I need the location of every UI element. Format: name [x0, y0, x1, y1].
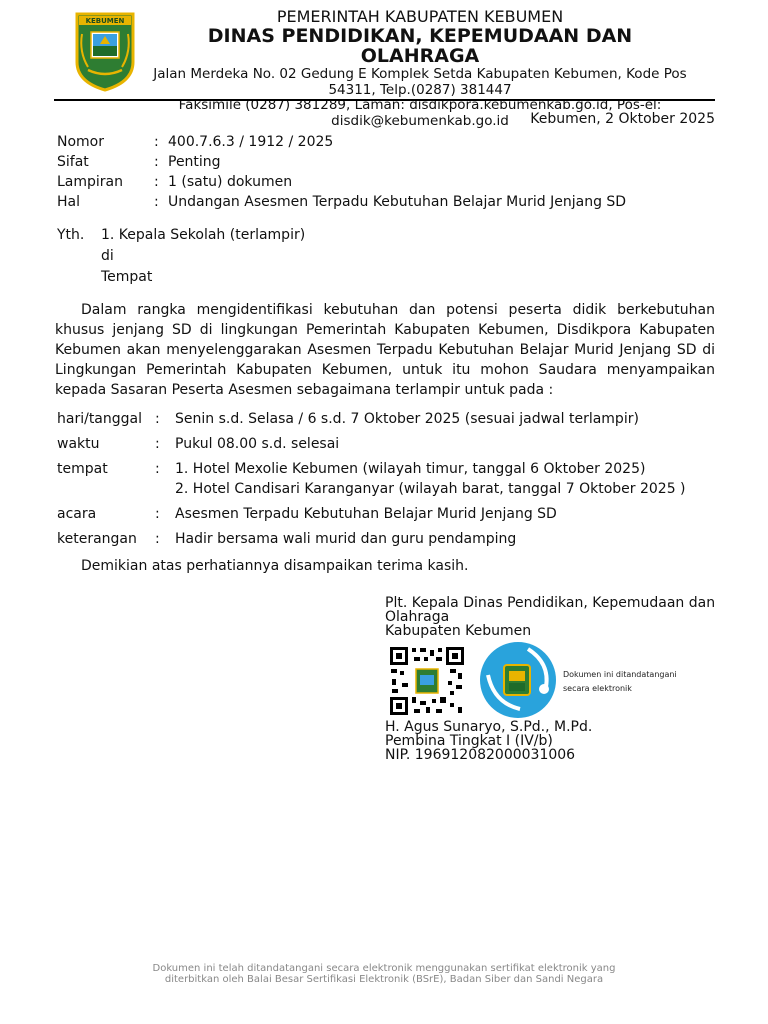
- recipient-line-3: Tempat: [101, 269, 153, 285]
- recipient-line-2: di: [101, 248, 114, 264]
- detail-colon: :: [155, 436, 160, 452]
- meta-row-nomor: [57, 132, 727, 152]
- body-text: [55, 300, 715, 400]
- signature-title-line-1: Plt. Kepala Dinas Pendidikan, Kepemudaan dan: [385, 595, 716, 611]
- signature-title-line-3: Kabupaten Kebumen: [385, 623, 532, 639]
- meta-value: 400.7.6.3 / 1912 / 2025: [168, 134, 334, 150]
- detail-colon: :: [155, 461, 160, 477]
- letterhead-divider: [54, 99, 715, 101]
- event-details: [57, 409, 717, 554]
- e-signature-caption: [563, 668, 677, 696]
- meta-value: Penting: [168, 154, 221, 170]
- detail-value: Hadir bersama wali murid dan guru pendamping: [175, 531, 517, 547]
- body-paragraph: Dalam rangka mengidentifikasi kebutuhan dan potensi peserta didik berkebutuhan khusus jenjang SD di lingkungan Pemerintah Kabupaten Kebumen, Disdikpora Kabupaten Kebumen akan menyelenggarakan Asesmen Terpadu Kebutuhan Belajar Murid Jenjang SD di Lingkungan Pemerintah Kabupaten Kebumen, untuk itu mohon Saudara menyampaikan kepada Sasaran Peserta Asesmen sebagaimana terlampir untuk pada :: [55, 302, 715, 398]
- signer-identity: [385, 720, 592, 762]
- detail-label: acara: [57, 506, 97, 522]
- detail-row-acara: [57, 504, 717, 524]
- letterhead-address: Jalan Merdeka No. 02 Gedung E Komplek Setda Kabupaten Kebumen, Kode Pos: [153, 66, 687, 83]
- detail-colon: :: [155, 506, 160, 522]
- recipient-label: Yth.: [57, 227, 85, 243]
- meta-label: Nomor: [57, 134, 104, 150]
- signature-title-line-2: Olahraga: [385, 609, 450, 625]
- meta-label: Lampiran: [57, 174, 124, 190]
- detail-value-venue-2: 2. Hotel Candisari Karanganyar (wilayah barat, tanggal 7 Oktober 2025 ): [175, 481, 686, 497]
- meta-label: Hal: [57, 194, 80, 210]
- meta-colon: :: [154, 134, 159, 150]
- kebumen-emblem-logo: [74, 12, 136, 92]
- meta-value: 1 (satu) dokumen: [168, 174, 293, 190]
- letter-meta: [57, 132, 727, 212]
- qr-code-icon: [388, 645, 466, 717]
- footer-notice: [0, 963, 768, 985]
- detail-label: waktu: [57, 436, 100, 452]
- signature-title: [385, 596, 715, 638]
- recipient-line-1: 1. Kepala Sekolah (terlampir): [101, 227, 306, 243]
- detail-value-venue-1: 1. Hotel Mexolie Kebumen (wilayah timur, tanggal 6 Oktober 2025): [175, 461, 646, 477]
- e-signature-caption-line-1: Dokumen ini ditandatangani: [563, 670, 677, 679]
- letterhead-email: disdik@kebumenkab.go.id: [331, 112, 509, 129]
- letterhead-government: PEMERINTAH KABUPATEN KEBUMEN: [276, 7, 564, 26]
- closing-sentence: Demikian atas perhatiannya disampaikan terima kasih.: [81, 558, 469, 574]
- detail-colon: :: [155, 531, 160, 547]
- letterhead-fax: Faksimile (0287) 381289, Laman: disdikpora.kebumenkab.go.id, Pos-el:: [178, 97, 662, 114]
- detail-label: keterangan: [57, 531, 137, 547]
- detail-row-waktu: [57, 434, 717, 454]
- letterhead-phone: 54311, Telp.(0287) 381447: [328, 81, 512, 98]
- signer-nip: NIP. 196912082000031006: [385, 747, 576, 763]
- detail-row-tempat: [57, 459, 717, 499]
- meta-label: Sifat: [57, 154, 89, 170]
- meta-row-sifat: [57, 152, 727, 172]
- emblem-label: KEBUMEN: [85, 17, 125, 25]
- letterhead-agency: DINAS PENDIDIKAN, KEPEMUDAAN DAN OLAHRAGA: [207, 24, 633, 68]
- footer-line-1: Dokumen ini telah ditandatangani secara elektronik menggunakan sertifikat elektronik yang: [152, 963, 616, 974]
- detail-colon: :: [155, 411, 160, 427]
- letter-date: Kebumen, 2 Oktober 2025: [530, 111, 715, 127]
- meta-value: Undangan Asesmen Terpadu Kebutuhan Belajar Murid Jenjang SD: [168, 194, 627, 210]
- detail-value: Asesmen Terpadu Kebutuhan Belajar Murid Jenjang SD: [175, 506, 557, 522]
- detail-row-hari: [57, 409, 717, 429]
- meta-colon: :: [154, 154, 159, 170]
- meta-row-lampiran: [57, 172, 727, 192]
- signer-name: H. Agus Sunaryo, S.Pd., M.Pd.: [385, 719, 593, 735]
- signer-rank: Pembina Tingkat I (IV/b): [385, 733, 553, 749]
- detail-row-keterangan: [57, 529, 717, 549]
- detail-value: Pukul 08.00 s.d. selesai: [175, 436, 340, 452]
- meta-colon: :: [154, 194, 159, 210]
- detail-value: Senin s.d. Selasa / 6 s.d. 7 Oktober 2025 (sesuai jadwal terlampir): [175, 411, 639, 427]
- footer-line-2: diterbitkan oleh Balai Besar Sertifikasi Elektronik (BSrE), Badan Siber dan Sandi Negara: [164, 974, 604, 985]
- e-signature-caption-line-2: secara elektronik: [563, 684, 632, 693]
- recipient-block: [57, 225, 305, 288]
- meta-row-hal: [57, 192, 727, 212]
- detail-label: hari/tanggal: [57, 411, 142, 427]
- meta-colon: :: [154, 174, 159, 190]
- detail-label: tempat: [57, 461, 108, 477]
